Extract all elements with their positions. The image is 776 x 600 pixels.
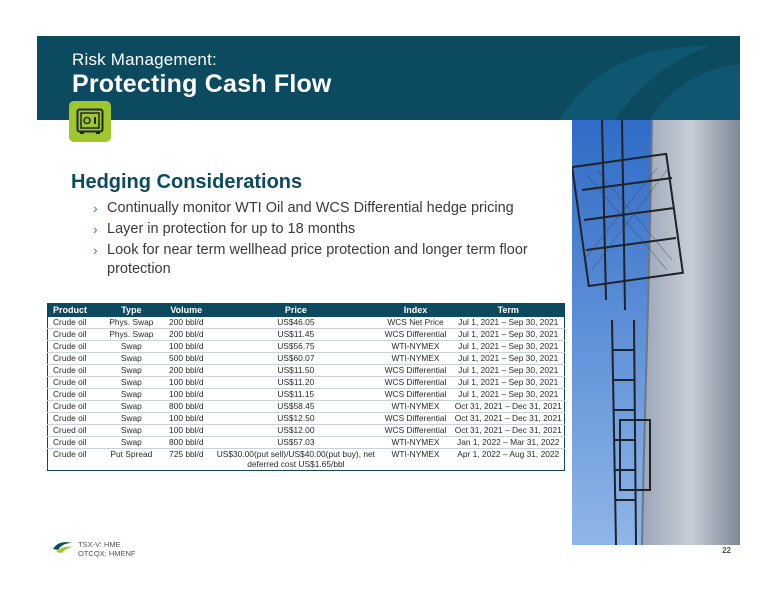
cell-index: WCS Differential (379, 388, 453, 400)
column-header-price: Price (213, 304, 378, 317)
cell-volume: 100 bbl/d (159, 340, 213, 352)
cell-product: Crued oil (48, 424, 104, 436)
cell-volume: 800 bbl/d (159, 436, 213, 448)
cell-index: WCS Differential (379, 364, 453, 376)
table-row (48, 400, 565, 412)
cell-index: WCS Net Price (379, 317, 453, 329)
cell-price: US$60.07 (213, 352, 378, 364)
cell-price: US$57.03 (213, 436, 378, 448)
table-row (48, 412, 565, 424)
column-header-term: Term (452, 304, 564, 317)
cell-volume: 725 bbl/d (169, 448, 204, 459)
cell-product: Crude oil (48, 364, 104, 376)
bullet-text: Layer in protection for up to 18 months (107, 221, 356, 237)
table-row (48, 436, 565, 448)
cell-index: WCS Differential (379, 424, 453, 436)
cell-index: WTI-NYMEX (391, 448, 440, 459)
cell-term: Apr 1, 2022 – Aug 31, 2022 (457, 448, 560, 459)
cell-product: Crude oil (48, 412, 104, 424)
cell-volume: 100 bbl/d (159, 376, 213, 388)
cell-type: Swap (103, 388, 159, 400)
cell-product: Crude oil (48, 328, 104, 340)
cell-price: US$11.50 (213, 364, 378, 376)
title-banner (37, 36, 740, 120)
cell-price: US$46.05 (213, 317, 378, 329)
stock-ticker (78, 540, 136, 558)
section-title: Hedging Considerations (71, 171, 303, 193)
company-logo-icon (52, 540, 74, 554)
cell-index: WCS Differential (379, 328, 453, 340)
cell-term: Jul 1, 2021 – Sep 30, 2021 (452, 376, 564, 388)
cell-index: WTI-NYMEX (379, 340, 453, 352)
table-row (48, 424, 565, 436)
cell-price: US$58.45 (213, 400, 378, 412)
table-row (48, 340, 565, 352)
cell-type: Swap (103, 340, 159, 352)
cell-term: Jul 1, 2021 – Sep 30, 2021 (452, 388, 564, 400)
cell-product: Crude oil (48, 317, 104, 329)
column-header-volume: Volume (159, 304, 213, 317)
chevron-right-icon: › (93, 242, 98, 258)
cell-volume: 100 bbl/d (159, 412, 213, 424)
cell-type: Swap (103, 424, 159, 436)
slide-title: Protecting Cash Flow (72, 70, 332, 98)
cell-type: Phys. Swap (103, 328, 159, 340)
cell-term: Jul 1, 2021 – Sep 30, 2021 (452, 352, 564, 364)
cell-volume: 200 bbl/d (159, 317, 213, 329)
cell-term: Jul 1, 2021 – Sep 30, 2021 (452, 340, 564, 352)
ticker-otcqx: OTCQX: HMENF (78, 549, 136, 558)
table-row (48, 364, 565, 376)
banner-decoration-icon (500, 36, 740, 120)
cell-type: Swap (103, 364, 159, 376)
cell-product: Crude oil (48, 352, 104, 364)
table-row (48, 388, 565, 400)
cell-volume: 500 bbl/d (159, 352, 213, 364)
safe-icon (69, 101, 111, 142)
cell-index: WCS Differential (379, 376, 453, 388)
cell-type: Swap (103, 412, 159, 424)
cell-type: Put Spread (110, 448, 153, 459)
cell-index: WTI-NYMEX (379, 436, 453, 448)
table-row (48, 317, 565, 329)
cell-type: Swap (103, 400, 159, 412)
table-row (48, 376, 565, 388)
cell-index: WTI-NYMEX (379, 352, 453, 364)
cell-index: WCS Differential (379, 412, 453, 424)
page-number: 22 (722, 546, 731, 555)
cell-product: Crude oil (48, 400, 104, 412)
cell-term: Jan 1, 2022 – Mar 31, 2022 (452, 436, 564, 448)
cell-product: Crude oil (48, 436, 104, 448)
cell-volume: 100 bbl/d (159, 424, 213, 436)
table-row (48, 352, 565, 364)
cell-volume: 200 bbl/d (159, 364, 213, 376)
cell-product: Crude oil (48, 388, 104, 400)
list-item (93, 199, 553, 218)
bullet-text: Look for near term wellhead price protection and longer term floor protection (107, 242, 528, 277)
cell-type: Swap (103, 436, 159, 448)
cell-volume: 800 bbl/d (159, 400, 213, 412)
slide-subtitle: Risk Management: (72, 50, 217, 69)
cell-type: Phys. Swap (103, 317, 159, 329)
cell-term: Oct 31, 2021 – Dec 31, 2021 (452, 412, 564, 424)
bullet-text: Continually monitor WTI Oil and WCS Differential hedge pricing (107, 200, 514, 216)
cell-price: US$11.15 (213, 388, 378, 400)
table-header-row (48, 304, 565, 317)
cell-term: Jul 1, 2021 – Sep 30, 2021 (452, 317, 564, 329)
consideration-list (93, 199, 553, 281)
cell-price: US$11.20 (213, 376, 378, 388)
column-header-product: Product (48, 304, 104, 317)
cell-price: US$56.75 (213, 340, 378, 352)
cell-type: Swap (103, 352, 159, 364)
column-header-index: Index (379, 304, 453, 317)
cell-term: Oct 31, 2021 – Dec 31, 2021 (452, 400, 564, 412)
table-row (48, 328, 565, 340)
silo-ladder-photo (572, 120, 740, 545)
cell-product: Crude oil (48, 376, 104, 388)
chevron-right-icon: › (93, 200, 98, 216)
column-header-type: Type (103, 304, 159, 317)
list-item (93, 241, 553, 279)
cell-price: US$11.45 (213, 328, 378, 340)
hedge-table (47, 303, 565, 471)
cell-product: Crude oil (53, 448, 87, 459)
table-row (48, 448, 565, 470)
cell-index: WTI-NYMEX (379, 400, 453, 412)
cell-price: US$30.00(put sell)/US$40.00(put buy), net deferred cost US$1.65/bbl (216, 448, 376, 469)
cell-term: Oct 31, 2021 – Dec 31, 2021 (452, 424, 564, 436)
cell-term: Jul 1, 2021 – Sep 30, 2021 (452, 364, 564, 376)
cell-product: Crude oil (48, 340, 104, 352)
cell-price: US$12.50 (213, 412, 378, 424)
list-item (93, 220, 553, 239)
cell-type: Swap (103, 376, 159, 388)
cell-term: Jul 1, 2021 – Sep 30, 2021 (452, 328, 564, 340)
ticker-tsxv: TSX-V: HME (78, 540, 121, 549)
cell-volume: 100 bbl/d (159, 388, 213, 400)
cell-price: US$12.00 (213, 424, 378, 436)
cell-volume: 200 bbl/d (159, 328, 213, 340)
chevron-right-icon: › (93, 221, 98, 237)
